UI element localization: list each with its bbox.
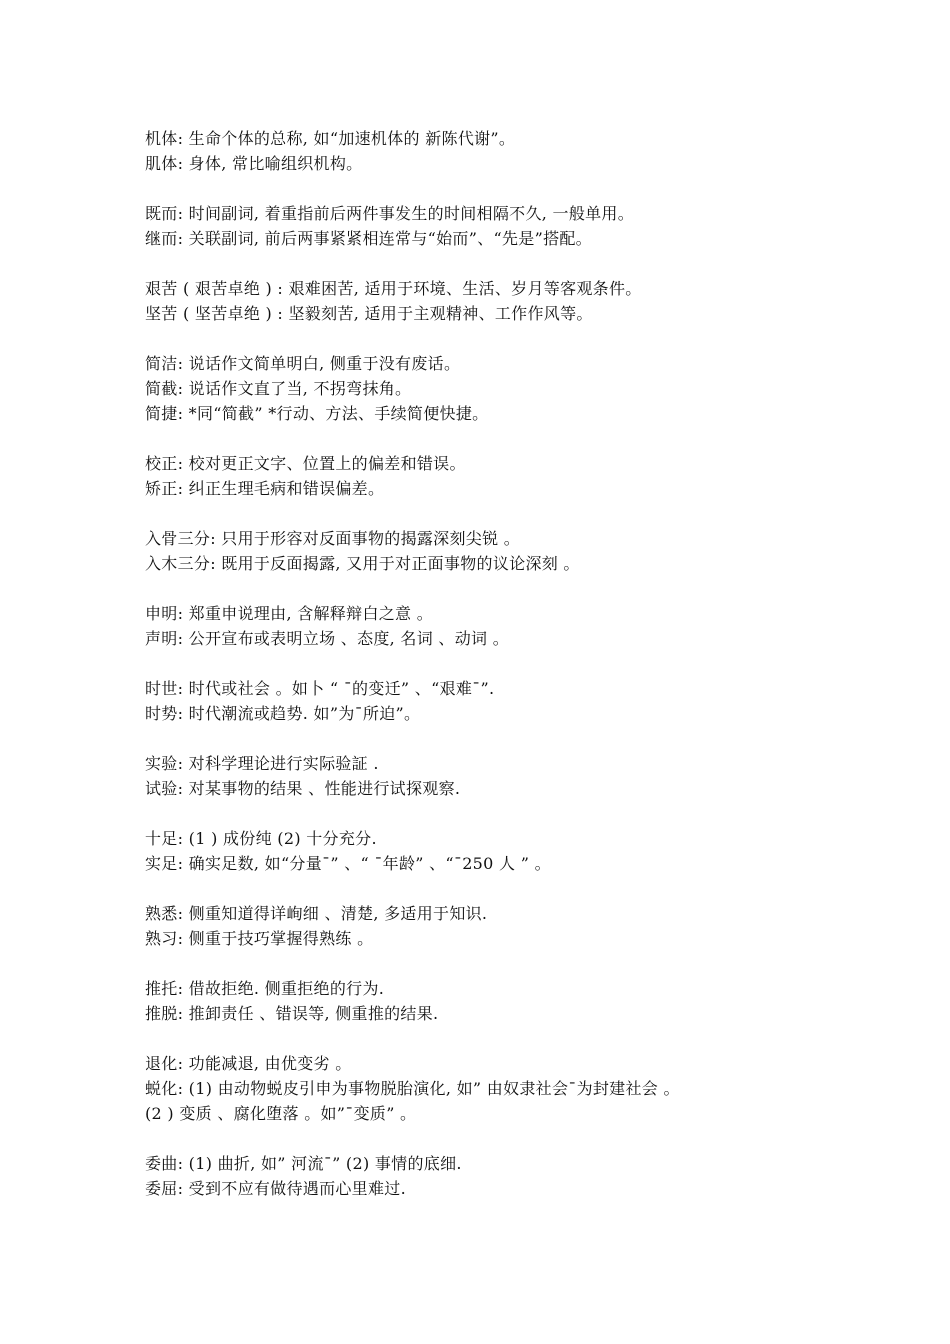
entry-line: 简截: 说话作文直了当, 不拐弯抹角。 — [145, 379, 412, 398]
entry-group — [145, 826, 905, 876]
entry-line: 十足: (1 ) 成份纯 (2) 十分充分. — [145, 829, 377, 848]
entry-group — [145, 976, 905, 1026]
entry-group — [145, 451, 905, 501]
entry-group — [145, 351, 905, 426]
entry-line: 退化: 功能减退, 由优变劣 。 — [145, 1054, 352, 1073]
entry-line: 坚苦 ( 坚苦卓绝 ) : 坚毅刻苦, 适用于主观精神、工作作风等。 — [145, 304, 593, 323]
entry-line: 声明: 公开宣布或表明立场 、态度, 名词 、动词 。 — [145, 629, 510, 648]
entry-line: 机体: 生命个体的总称, 如“加速机体的 新陈代谢”。 — [145, 129, 516, 148]
entry-line: 简捷: *同“简截” *行动、方法、手续简便快捷。 — [145, 404, 489, 423]
entry-group — [145, 126, 905, 176]
entry-group — [145, 201, 905, 251]
entry-group — [145, 676, 905, 726]
entry-line: 时世: 时代或社会 。如卜 “ ¯的变迁” 、“艰难¯”. — [145, 679, 495, 698]
entry-line: 实验: 对科学理论进行实际验証 . — [145, 754, 379, 773]
entry-line: 委曲: (1) 曲折, 如” 河流¯” (2) 事情的底细. — [145, 1154, 462, 1173]
entry-line: 申明: 郑重申说理由, 含解释辩白之意 。 — [145, 604, 434, 623]
entry-group — [145, 276, 905, 326]
entry-line: 肌体: 身体, 常比喻组织机构。 — [145, 154, 363, 173]
entry-line: 试验: 对某事物的结果 、性能进行试探观察. — [145, 779, 461, 798]
entry-group — [145, 751, 905, 801]
entry-line: 既而: 时间副词, 着重指前后两件事发生的时间相隔不久, 一般单用。 — [145, 204, 635, 223]
entry-line: 推脱: 推卸责任 、错误等, 侧重推的结果. — [145, 1004, 439, 1023]
entry-line: 校正: 校对更正文字、位置上的偏差和错误。 — [145, 454, 466, 473]
word-list — [145, 126, 905, 1226]
entry-line: 实足: 确实足数, 如“分量¯” 、“ ¯年龄” 、“¯250 人 ” 。 — [145, 854, 551, 873]
entry-line: 简洁: 说话作文简单明白, 侧重于没有废话。 — [145, 354, 461, 373]
entry-line: 时势: 时代潮流或趋势. 如”为¯所迫”。 — [145, 704, 421, 723]
entry-line: 入骨三分: 只用于形容对反面事物的揭露深刻尖锐 。 — [145, 529, 521, 548]
entry-group — [145, 901, 905, 951]
entry-group — [145, 1151, 905, 1201]
entry-line: 继而: 关联副词, 前后两事紧紧相连常与“始而”、“先是”搭配。 — [145, 229, 592, 248]
entry-line: 委屈: 受到不应有做待遇而心里难过. — [145, 1179, 406, 1198]
entry-line: 艰苦 ( 艰苦卓绝 ) : 艰难困苦, 适用于环境、生活、岁月等客观条件。 — [145, 279, 642, 298]
entry-line: 熟悉: 侧重知道得详峋细 、清楚, 多适用于知识. — [145, 904, 488, 923]
entry-group — [145, 526, 905, 576]
entry-line: (2 ) 变质 、腐化堕落 。如”¯变质” 。 — [145, 1104, 417, 1123]
entry-group — [145, 601, 905, 651]
entry-line: 蜕化: (1) 由动物蜕皮引申为事物脱胎演化, 如” 由奴隶社会¯为封建社会 。 — [145, 1079, 680, 1098]
entry-line: 入木三分: 既用于反面揭露, 又用于对正面事物的议论深刻 。 — [145, 554, 580, 573]
entry-line: 熟习: 侧重于技巧掌握得熟练 。 — [145, 929, 374, 948]
entry-group — [145, 1051, 905, 1126]
entry-line: 矫正: 纠正生理毛病和错误偏差。 — [145, 479, 385, 498]
entry-line: 推托: 借故拒绝. 侧重拒绝的行为. — [145, 979, 385, 998]
